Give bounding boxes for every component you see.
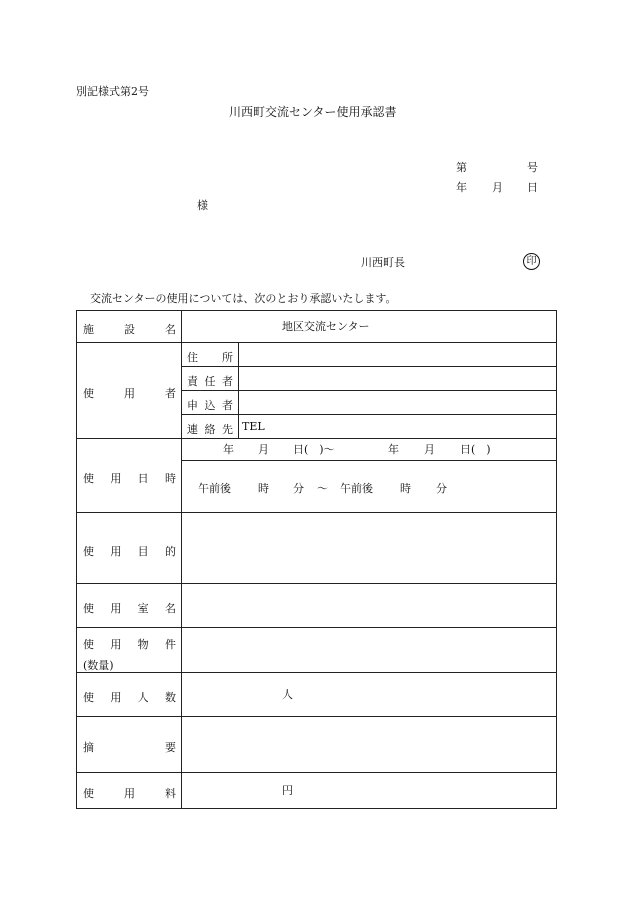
date-end-day: 日( )	[460, 443, 491, 456]
label-summary: 摘 要	[83, 741, 176, 754]
label-room: 使 用 室 名	[83, 602, 176, 615]
time-start-minute: 分	[293, 482, 304, 495]
label-equipment: 使 用 物 件 (数量)	[83, 638, 176, 672]
facility-value: 地区交流センター	[282, 320, 370, 333]
label-address: 住 所	[187, 351, 233, 364]
date-start-day: 日( )〜	[293, 443, 335, 456]
label-contact: 連 絡 先	[187, 423, 233, 436]
time-range-tilde: 〜	[317, 482, 328, 495]
issue-no-suffix: 号	[527, 161, 538, 174]
label-responsible-person: 責 任 者	[187, 375, 233, 388]
label-usage-datetime: 使 用 日 時	[83, 472, 176, 485]
label-equipment-quantity: (数量)	[83, 659, 114, 672]
date-start-year: 年	[223, 443, 234, 456]
time-end-ampm: 午前後	[340, 482, 373, 495]
label-facility: 施 設 名	[83, 323, 176, 336]
issue-month: 月	[492, 181, 503, 194]
approval-table	[76, 310, 557, 809]
time-start-hour: 時	[258, 482, 269, 495]
issue-day: 日	[527, 181, 538, 194]
label-applicant: 申 込 者	[187, 399, 233, 412]
issue-year: 年	[456, 181, 467, 194]
issuer: 川西町長	[361, 256, 405, 269]
date-end-year: 年	[388, 443, 399, 456]
people-unit: 人	[282, 688, 293, 701]
addressee-suffix: 様	[197, 199, 208, 212]
contact-tel[interactable]: TEL	[242, 420, 265, 433]
fee-unit: 円	[282, 784, 293, 797]
date-start-month: 月	[258, 443, 269, 456]
label-purpose: 使 用 目 的	[83, 545, 176, 558]
time-start-ampm: 午前後	[198, 482, 231, 495]
time-end-hour: 時	[400, 482, 411, 495]
label-fee: 使 用 料	[83, 787, 176, 800]
form-number: 別記様式第2号	[76, 85, 149, 98]
intro-text: 交流センターの使用については、次のとおり承認いたします。	[90, 292, 397, 305]
label-user: 使 用 者	[83, 387, 176, 400]
date-end-month: 月	[424, 443, 435, 456]
issue-no-prefix: 第	[456, 161, 467, 174]
seal-mark: 印	[523, 253, 540, 270]
document-title: 川西町交流センター使用承認書	[229, 105, 397, 119]
time-end-minute: 分	[436, 482, 447, 495]
label-people-count: 使 用 人 数	[83, 691, 176, 704]
